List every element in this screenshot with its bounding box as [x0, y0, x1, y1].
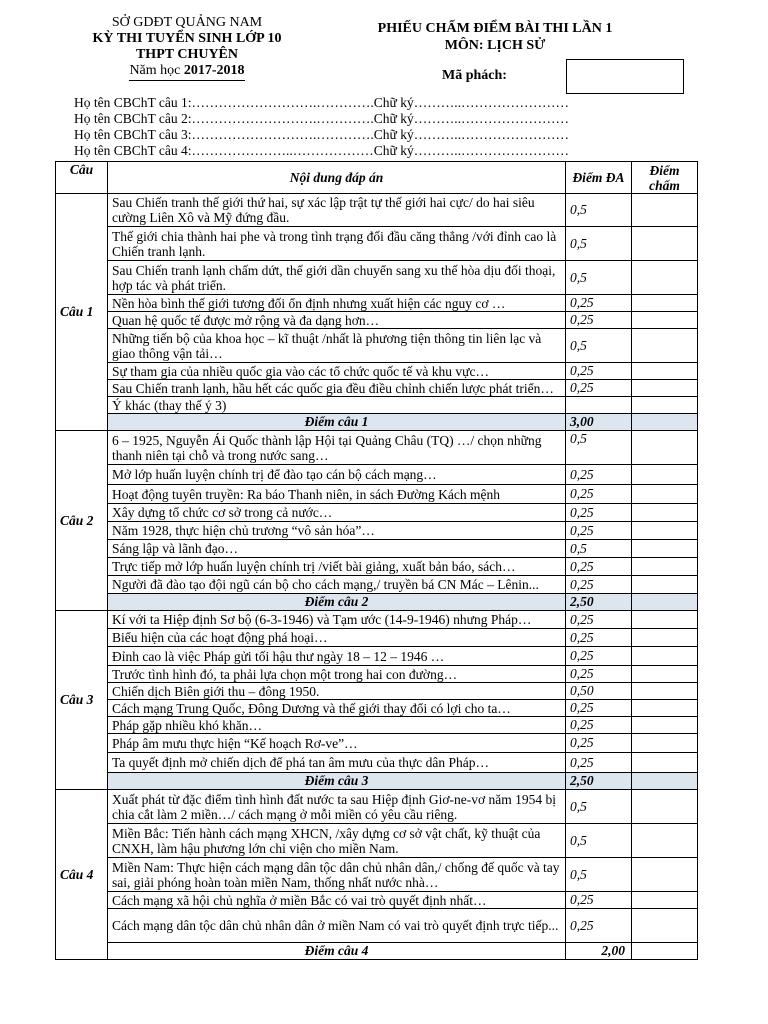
- answer-points: 0,25: [566, 558, 632, 576]
- question-label: Câu 1: [56, 194, 108, 431]
- table-row: [56, 431, 698, 465]
- total-row: [56, 594, 698, 611]
- answer-points: 0,25: [566, 465, 632, 485]
- answer-content: Sáng lập và lãnh đạo…: [108, 540, 566, 558]
- question-total-value: 3,00: [566, 414, 632, 431]
- answer-points: 0,25: [566, 504, 632, 522]
- table-row: [56, 540, 698, 558]
- col-header-cau: Câu: [56, 162, 108, 194]
- table-row: [56, 329, 698, 363]
- table-row: [56, 485, 698, 504]
- examiner-line[interactable]: Họ tên CBChT câu 3:……………………….………….Chữ ký………..……………………: [74, 127, 569, 142]
- score-cell[interactable]: [632, 194, 698, 227]
- score-cell[interactable]: [632, 363, 698, 380]
- answer-points: 0,25: [566, 753, 632, 773]
- table-row: [56, 261, 698, 295]
- table-row: [56, 380, 698, 397]
- table-row: [56, 629, 698, 647]
- score-cell[interactable]: [632, 380, 698, 397]
- answer-points: 0,25: [566, 522, 632, 540]
- table-row: [56, 611, 698, 629]
- question-total-label: Điểm câu 4: [108, 943, 566, 960]
- table-row: [56, 227, 698, 261]
- table-row: [56, 465, 698, 485]
- score-cell[interactable]: [632, 576, 698, 594]
- table-row: [56, 858, 698, 892]
- table-row: [56, 647, 698, 666]
- answer-points: 0,5: [566, 329, 632, 363]
- score-cell[interactable]: [632, 629, 698, 647]
- score-cell[interactable]: [632, 790, 698, 824]
- answer-points: 0,25: [566, 892, 632, 909]
- answer-content: Cách mạng Trung Quốc, Đông Dương và thế giới thay đổi có lợi cho ta…: [108, 700, 566, 717]
- answer-content: Trực tiếp mở lớp huấn luyện chính trị /viết bài giảng, xuất bản báo, sách…: [108, 558, 566, 576]
- score-cell[interactable]: [632, 465, 698, 485]
- score-cell[interactable]: [632, 431, 698, 465]
- answer-points: 0,25: [566, 485, 632, 504]
- answer-points: 0,5: [566, 824, 632, 858]
- table-row: [56, 753, 698, 773]
- answer-table-body: [56, 194, 698, 960]
- examiner-line[interactable]: Họ tên CBChT câu 2:……………………….………….Chữ ký………..……………………: [74, 111, 569, 126]
- table-row: [56, 734, 698, 753]
- answer-content: Người đã đào tạo đội ngũ cán bộ cho cách mạng,/ truyền bá CN Mác – Lênin...: [108, 576, 566, 594]
- answer-content: Miền Bắc: Tiến hành cách mạng XHCN, /xây dựng cơ sở vật chất, kỹ thuật của CNXH, làm hậu phương lớn chi viện cho miền Nam.: [108, 824, 566, 858]
- answer-content: Đỉnh cao là việc Pháp gửi tối hậu thư ngày 18 – 12 – 1946 …: [108, 647, 566, 666]
- answer-points: 0,50: [566, 683, 632, 700]
- table-row: [56, 194, 698, 227]
- score-cell[interactable]: [632, 892, 698, 909]
- answer-points: 0,25: [566, 312, 632, 329]
- answer-table: [55, 161, 698, 960]
- total-score-cell[interactable]: [632, 414, 698, 431]
- answer-content: Năm 1928, thực hiện chủ trương “vô sản hóa”…: [108, 522, 566, 540]
- table-row: [56, 504, 698, 522]
- answer-content: Sau Chiến tranh lạnh, hầu hết các quốc gia đều điều chỉnh chiến lược phát triển…: [108, 380, 566, 397]
- answer-points: 0,5: [566, 540, 632, 558]
- code-box[interactable]: [566, 59, 684, 94]
- answer-content: Hoạt động tuyên truyền: Ra báo Thanh niên, in sách Đường Kách mệnh: [108, 485, 566, 504]
- score-cell[interactable]: [632, 683, 698, 700]
- answer-points: 0,25: [566, 629, 632, 647]
- table-row: [56, 892, 698, 909]
- question-total-label: Điểm câu 1: [108, 414, 566, 431]
- score-cell[interactable]: [632, 558, 698, 576]
- answer-content: 6 – 1925, Nguyễn Ái Quốc thành lập Hội tại Quảng Châu (TQ) …/ chọn những thanh niên tại chỗ và trong nước sang…: [108, 431, 566, 465]
- question-total-value: 2,50: [566, 773, 632, 790]
- score-cell[interactable]: [632, 647, 698, 666]
- answer-content: Sự tham gia của nhiều quốc gia vào các tổ chức quốc tế và khu vực…: [108, 363, 566, 380]
- exam-name-line2: THPT CHUYÊN: [135, 47, 239, 62]
- header-right: [350, 20, 640, 54]
- table-row: [56, 295, 698, 312]
- score-cell[interactable]: [632, 717, 698, 734]
- school-year: [129, 63, 244, 81]
- examiner-line[interactable]: Họ tên CBChT câu 1:……………………….………….Chữ ký………..……………………: [74, 95, 569, 110]
- answer-points: 0,25: [566, 380, 632, 397]
- total-row: [56, 943, 698, 960]
- answer-points: 0,25: [566, 363, 632, 380]
- answer-points: [566, 397, 632, 414]
- table-row: [56, 909, 698, 943]
- examiner-line[interactable]: Họ tên CBChT câu 4:…………………..………………Chữ ký………..……………………: [74, 143, 569, 158]
- answer-content: Những tiến bộ của khoa học – kĩ thuật /nhất là phương tiện thông tin liên lạc và giao thông vận tải…: [108, 329, 566, 363]
- examiner-list: [74, 95, 569, 159]
- form-title: PHIẾU CHẤM ĐIỂM BÀI THI LẦN 1: [377, 21, 613, 36]
- table-header-row: [56, 162, 698, 194]
- answer-content: Cách mạng dân tộc dân chủ nhân dân ở miền Nam có vai trò quyết định trực tiếp...: [108, 909, 566, 943]
- table-row: [56, 824, 698, 858]
- total-score-cell[interactable]: [632, 594, 698, 611]
- table-row: [56, 717, 698, 734]
- score-cell[interactable]: [632, 312, 698, 329]
- score-cell[interactable]: [632, 540, 698, 558]
- answer-content: Nền hòa bình thế giới tương đối ổn định nhưng xuất hiện các nguy cơ …: [108, 295, 566, 312]
- answer-points: 0,25: [566, 909, 632, 943]
- answer-content: Ý khác (thay thế ý 3): [108, 397, 566, 414]
- score-cell[interactable]: [632, 227, 698, 261]
- answer-points: 0,5: [566, 431, 632, 465]
- question-label: Câu 4: [56, 790, 108, 960]
- score-cell[interactable]: [632, 858, 698, 892]
- table-row: [56, 790, 698, 824]
- answer-content: Sau Chiến tranh thế giới thứ hai, sự xác lập trật tự thế giới hai cực/ do hai siêu cường Liên Xô và Mỹ đứng đầu.: [108, 194, 566, 227]
- question-label: Câu 3: [56, 611, 108, 790]
- table-row: [56, 522, 698, 540]
- col-header-content: Nội dung đáp án: [108, 162, 566, 194]
- score-cell[interactable]: [632, 485, 698, 504]
- answer-content: Quan hệ quốc tế được mở rộng và đa dạng hơn…: [108, 312, 566, 329]
- answer-content: Ta quyết định mở chiến dịch để phá tan âm mưu của thực dân Pháp…: [108, 753, 566, 773]
- school-year-label: Năm học: [129, 63, 181, 78]
- total-score-cell[interactable]: [632, 773, 698, 790]
- score-cell[interactable]: [632, 397, 698, 414]
- score-cell[interactable]: [632, 700, 698, 717]
- score-cell[interactable]: [632, 261, 698, 295]
- total-score-cell[interactable]: [632, 943, 698, 960]
- answer-content: Thế giới chia thành hai phe và trong tình trạng đối đầu căng thẳng /với đỉnh cao là Chiến tranh lạnh.: [108, 227, 566, 261]
- score-cell[interactable]: [632, 295, 698, 312]
- subject-title: MÔN: LỊCH SỬ: [444, 38, 546, 53]
- score-cell[interactable]: [632, 522, 698, 540]
- col-header-diem-da: Điểm ĐA: [566, 162, 632, 194]
- total-row: [56, 773, 698, 790]
- answer-content: Chiến dịch Biên giới thu – đông 1950.: [108, 683, 566, 700]
- score-cell[interactable]: [632, 753, 698, 773]
- answer-content: Pháp gặp nhiều khó khăn…: [108, 717, 566, 734]
- score-cell[interactable]: [632, 909, 698, 943]
- table-row: [56, 576, 698, 594]
- code-label: Mã phách:: [442, 68, 507, 83]
- score-cell[interactable]: [632, 611, 698, 629]
- answer-content: Cách mạng xã hội chủ nghĩa ở miền Bắc có vai trò quyết định nhất…: [108, 892, 566, 909]
- department-name: SỞ GDĐT QUẢNG NAM: [111, 15, 263, 30]
- score-cell[interactable]: [632, 734, 698, 753]
- answer-content: Biểu hiện của các hoạt động phá hoại…: [108, 629, 566, 647]
- answer-points: 0,25: [566, 734, 632, 753]
- question-total-label: Điểm câu 2: [108, 594, 566, 611]
- answer-points: 0,25: [566, 576, 632, 594]
- table-row: [56, 363, 698, 380]
- question-total-value: 2,00: [566, 943, 632, 960]
- answer-content: Pháp âm mưu thực hiện “Kế hoạch Rơ-ve”…: [108, 734, 566, 753]
- answer-points: 0,25: [566, 666, 632, 683]
- answer-content: Sau Chiến tranh lạnh chấm dứt, thế giới dần chuyển sang xu thế hòa dịu đối thoại, hợp tác và phát triển.: [108, 261, 566, 295]
- exam-name: KỲ THI TUYỂN SINH LỚP 10: [92, 31, 282, 46]
- answer-content: Xây dựng tổ chức cơ sở trong cả nước…: [108, 504, 566, 522]
- answer-points: 0,25: [566, 647, 632, 666]
- score-cell[interactable]: [632, 504, 698, 522]
- answer-points: 0,5: [566, 194, 632, 227]
- table-row: [56, 397, 698, 414]
- table-row: [56, 700, 698, 717]
- answer-content: Trước tình hình đó, ta phải lựa chọn một trong hai con đường…: [108, 666, 566, 683]
- answer-points: 0,5: [566, 858, 632, 892]
- answer-points: 0,25: [566, 295, 632, 312]
- school-year-value: 2017-2018: [183, 63, 245, 78]
- answer-content: Miền Nam: Thực hiện cách mạng dân tộc dân chủ nhân dân,/ chống đế quốc và tay sai, giải phóng hoàn toàn miền Nam, thống nhất nước nhà…: [108, 858, 566, 892]
- answer-content: Kí với ta Hiệp định Sơ bộ (6-3-1946) và Tạm ước (14-9-1946) nhưng Pháp…: [108, 611, 566, 629]
- answer-content: Xuất phát từ đặc điểm tình hình đất nước ta sau Hiệp định Giơ-ne-vơ năm 1954 bị chia cắt làm 2 miền…/ cách mạng ở mỗi miền có yêu cầu riêng.: [108, 790, 566, 824]
- answer-points: 0,25: [566, 717, 632, 734]
- col-header-diem-cham: Điểm chấm: [632, 162, 698, 194]
- answer-points: 0,5: [566, 227, 632, 261]
- score-cell[interactable]: [632, 666, 698, 683]
- answer-points: 0,25: [566, 700, 632, 717]
- question-label: Câu 2: [56, 431, 108, 611]
- answer-points: 0,25: [566, 611, 632, 629]
- header-left: [62, 15, 312, 81]
- question-total-label: Điểm câu 3: [108, 773, 566, 790]
- table-row: [56, 312, 698, 329]
- score-cell[interactable]: [632, 329, 698, 363]
- total-row: [56, 414, 698, 431]
- answer-content: Mở lớp huấn luyện chính trị để đào tạo cán bộ cách mạng…: [108, 465, 566, 485]
- table-row: [56, 666, 698, 683]
- answer-points: 0,5: [566, 261, 632, 295]
- table-row: [56, 558, 698, 576]
- question-total-value: 2,50: [566, 594, 632, 611]
- answer-points: 0,5: [566, 790, 632, 824]
- score-cell[interactable]: [632, 824, 698, 858]
- table-row: [56, 683, 698, 700]
